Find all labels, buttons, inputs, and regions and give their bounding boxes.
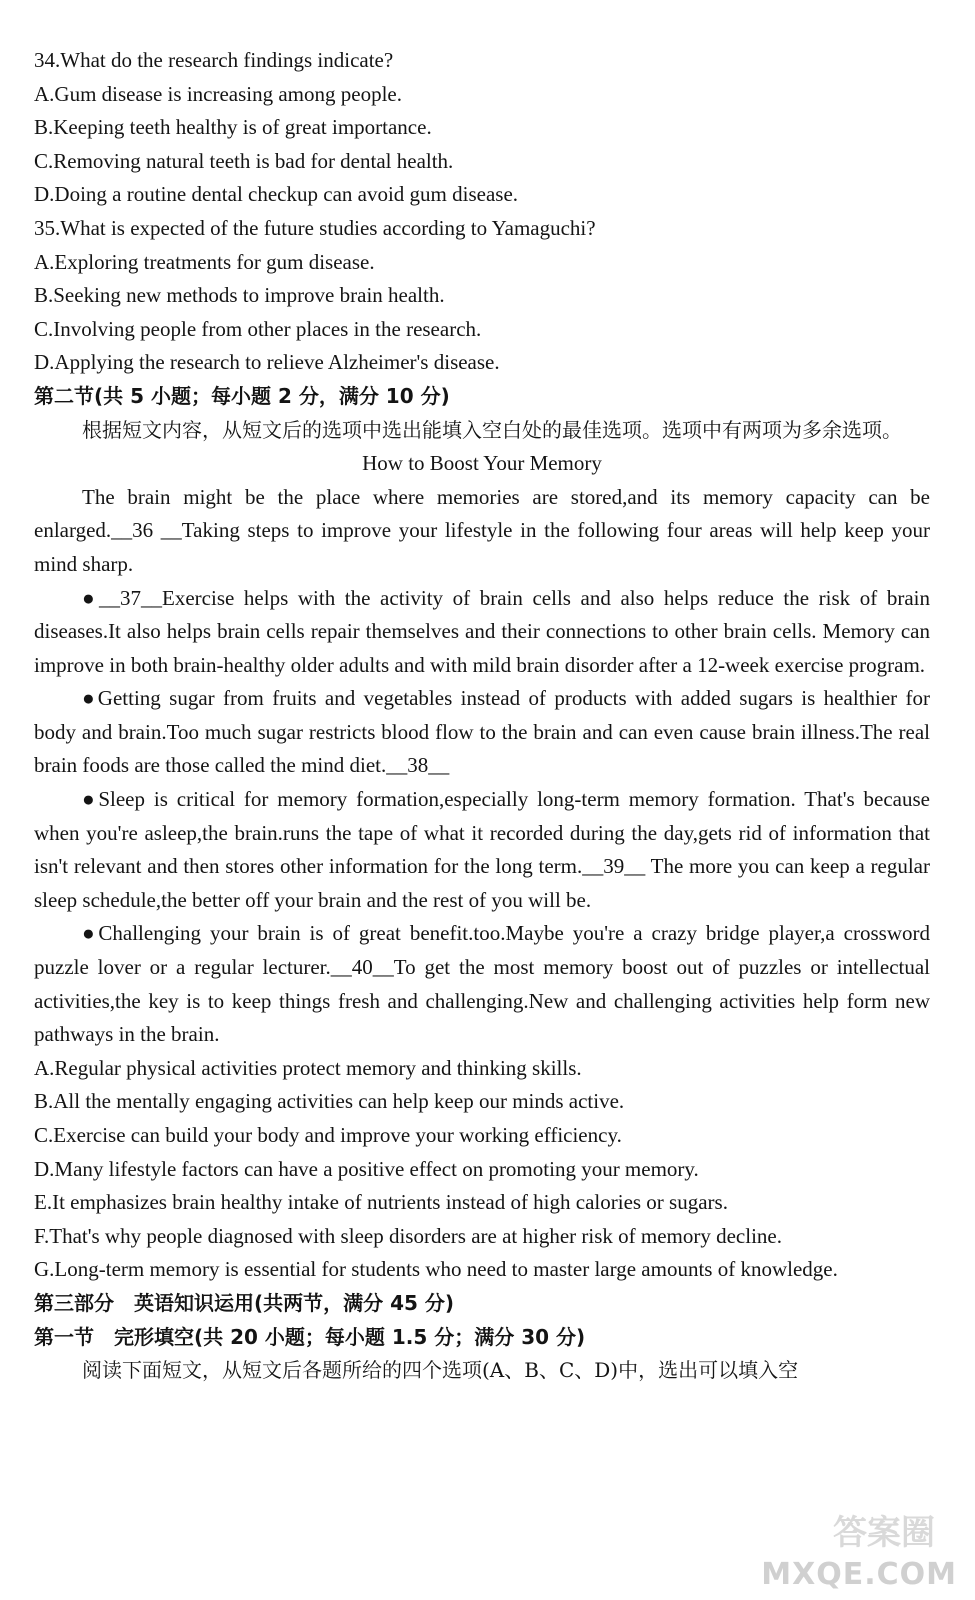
part-3-section-1-heading: 第一节 完形填空(共 20 小题；每小题 1.5 分；满分 30 分) <box>34 1324 586 1349</box>
passage-title: How to Boost Your Memory <box>362 451 602 476</box>
question-34-stem: 34.What do the research findings indicate? <box>34 48 394 72</box>
answer-option-e: E.It emphasizes brain healthy intake of nutrients instead of high calories or sugars. <box>34 1190 728 1215</box>
answer-option-c: C.Exercise can build your body and improve your working efficiency. <box>34 1123 622 1147</box>
passage-paragraph-challenge: ●Challenging your brain is of great benefit.too.Maybe you're a crazy bridge player,a crossword puzzle lover or a regular lecturer.__40__To get the most memory boost out of puzzles or intellectual activities,the key is to keep things fresh and challenging.New and challenging activities help form new pathways in the brain. <box>34 921 930 1047</box>
passage-paragraph-intro: The brain might be the place where memories are stored,and its memory capacity can be enlarged.__36 __Taking steps to improve your lifestyle in the following four areas will help keep your mind sharp. <box>34 484 930 576</box>
question-34-option-d: D.Doing a routine dental checkup can avoid gum disease. <box>34 182 519 207</box>
answer-option-f: F.That's why people diagnosed with sleep disorders are at higher risk of memory decline. <box>34 1223 782 1248</box>
watermark-text: MXQE.COM <box>761 1557 957 1592</box>
exam-page <box>34 44 930 1388</box>
passage-paragraph-exercise: ●__37__Exercise helps with the activity of brain cells and also helps reduce the risk of brain diseases.It also helps brain cells repair themselves and their connections to other brain cells. Memory can improve in both brain-healthy older adults and with mild brain disorder after a 12-week exercise program. <box>34 585 930 677</box>
question-35-option-d: D.Applying the research to relieve Alzheimer's disease. <box>34 350 500 375</box>
section-2-heading: 第二节(共 5 小题；每小题 2 分，满分 10 分) <box>34 383 450 408</box>
part-3-instruction: 阅读下面短文，从短文后各题所给的四个选项(A、B、C、D)中，选出可以填入空 <box>82 1358 799 1383</box>
question-35-option-a: A.Exploring treatments for gum disease. <box>34 249 375 274</box>
watermark-logo: 答案圈 <box>833 1513 935 1553</box>
question-34-option-b: B.Keeping teeth healthy is of great importance. <box>34 115 432 140</box>
passage-paragraph-sleep: ●Sleep is critical for memory formation,especially long-term memory formation. That's because when you're asleep,the brain.runs the tape of what it recorded during the day,gets rid of information that isn't relevant and then stores other information for the long term.__39__ The more you can keep a regular sleep schedule,the better off your brain and the rest of you will be. <box>34 787 930 912</box>
answer-option-b: B.All the mentally engaging activities can help keep our minds active. <box>34 1089 625 1114</box>
question-34-option-c: C.Removing natural teeth is bad for dental health. <box>34 148 454 173</box>
question-35-option-b: B.Seeking new methods to improve brain health. <box>34 283 445 308</box>
question-34-option-a: A.Gum disease is increasing among people. <box>34 81 402 106</box>
passage-paragraph-diet: ●Getting sugar from fruits and vegetables instead of products with added sugars is healthier for body and brain.Too much sugar restricts blood flow to the brain and can even cause brain illness.The real brain foods are those called the mind diet.__38__ <box>34 686 930 778</box>
answer-option-a: A.Regular physical activities protect memory and thinking skills. <box>34 1055 582 1080</box>
answer-option-d: D.Many lifestyle factors can have a positive effect on promoting your memory. <box>34 1156 699 1181</box>
answer-option-g: G.Long-term memory is essential for students who need to master large amounts of knowledge. <box>34 1257 838 1282</box>
question-35-option-c: C.Involving people from other places in the research. <box>34 316 482 341</box>
question-35-stem: 35.What is expected of the future studies according to Yamaguchi? <box>34 215 596 240</box>
part-3-heading: 第三部分 英语知识运用(共两节，满分 45 分) <box>34 1290 455 1315</box>
section-2-instruction: 根据短文内容，从短文后的选项中选出能填入空白处的最佳选项。选项中有两项为多余选项。 <box>82 417 902 442</box>
